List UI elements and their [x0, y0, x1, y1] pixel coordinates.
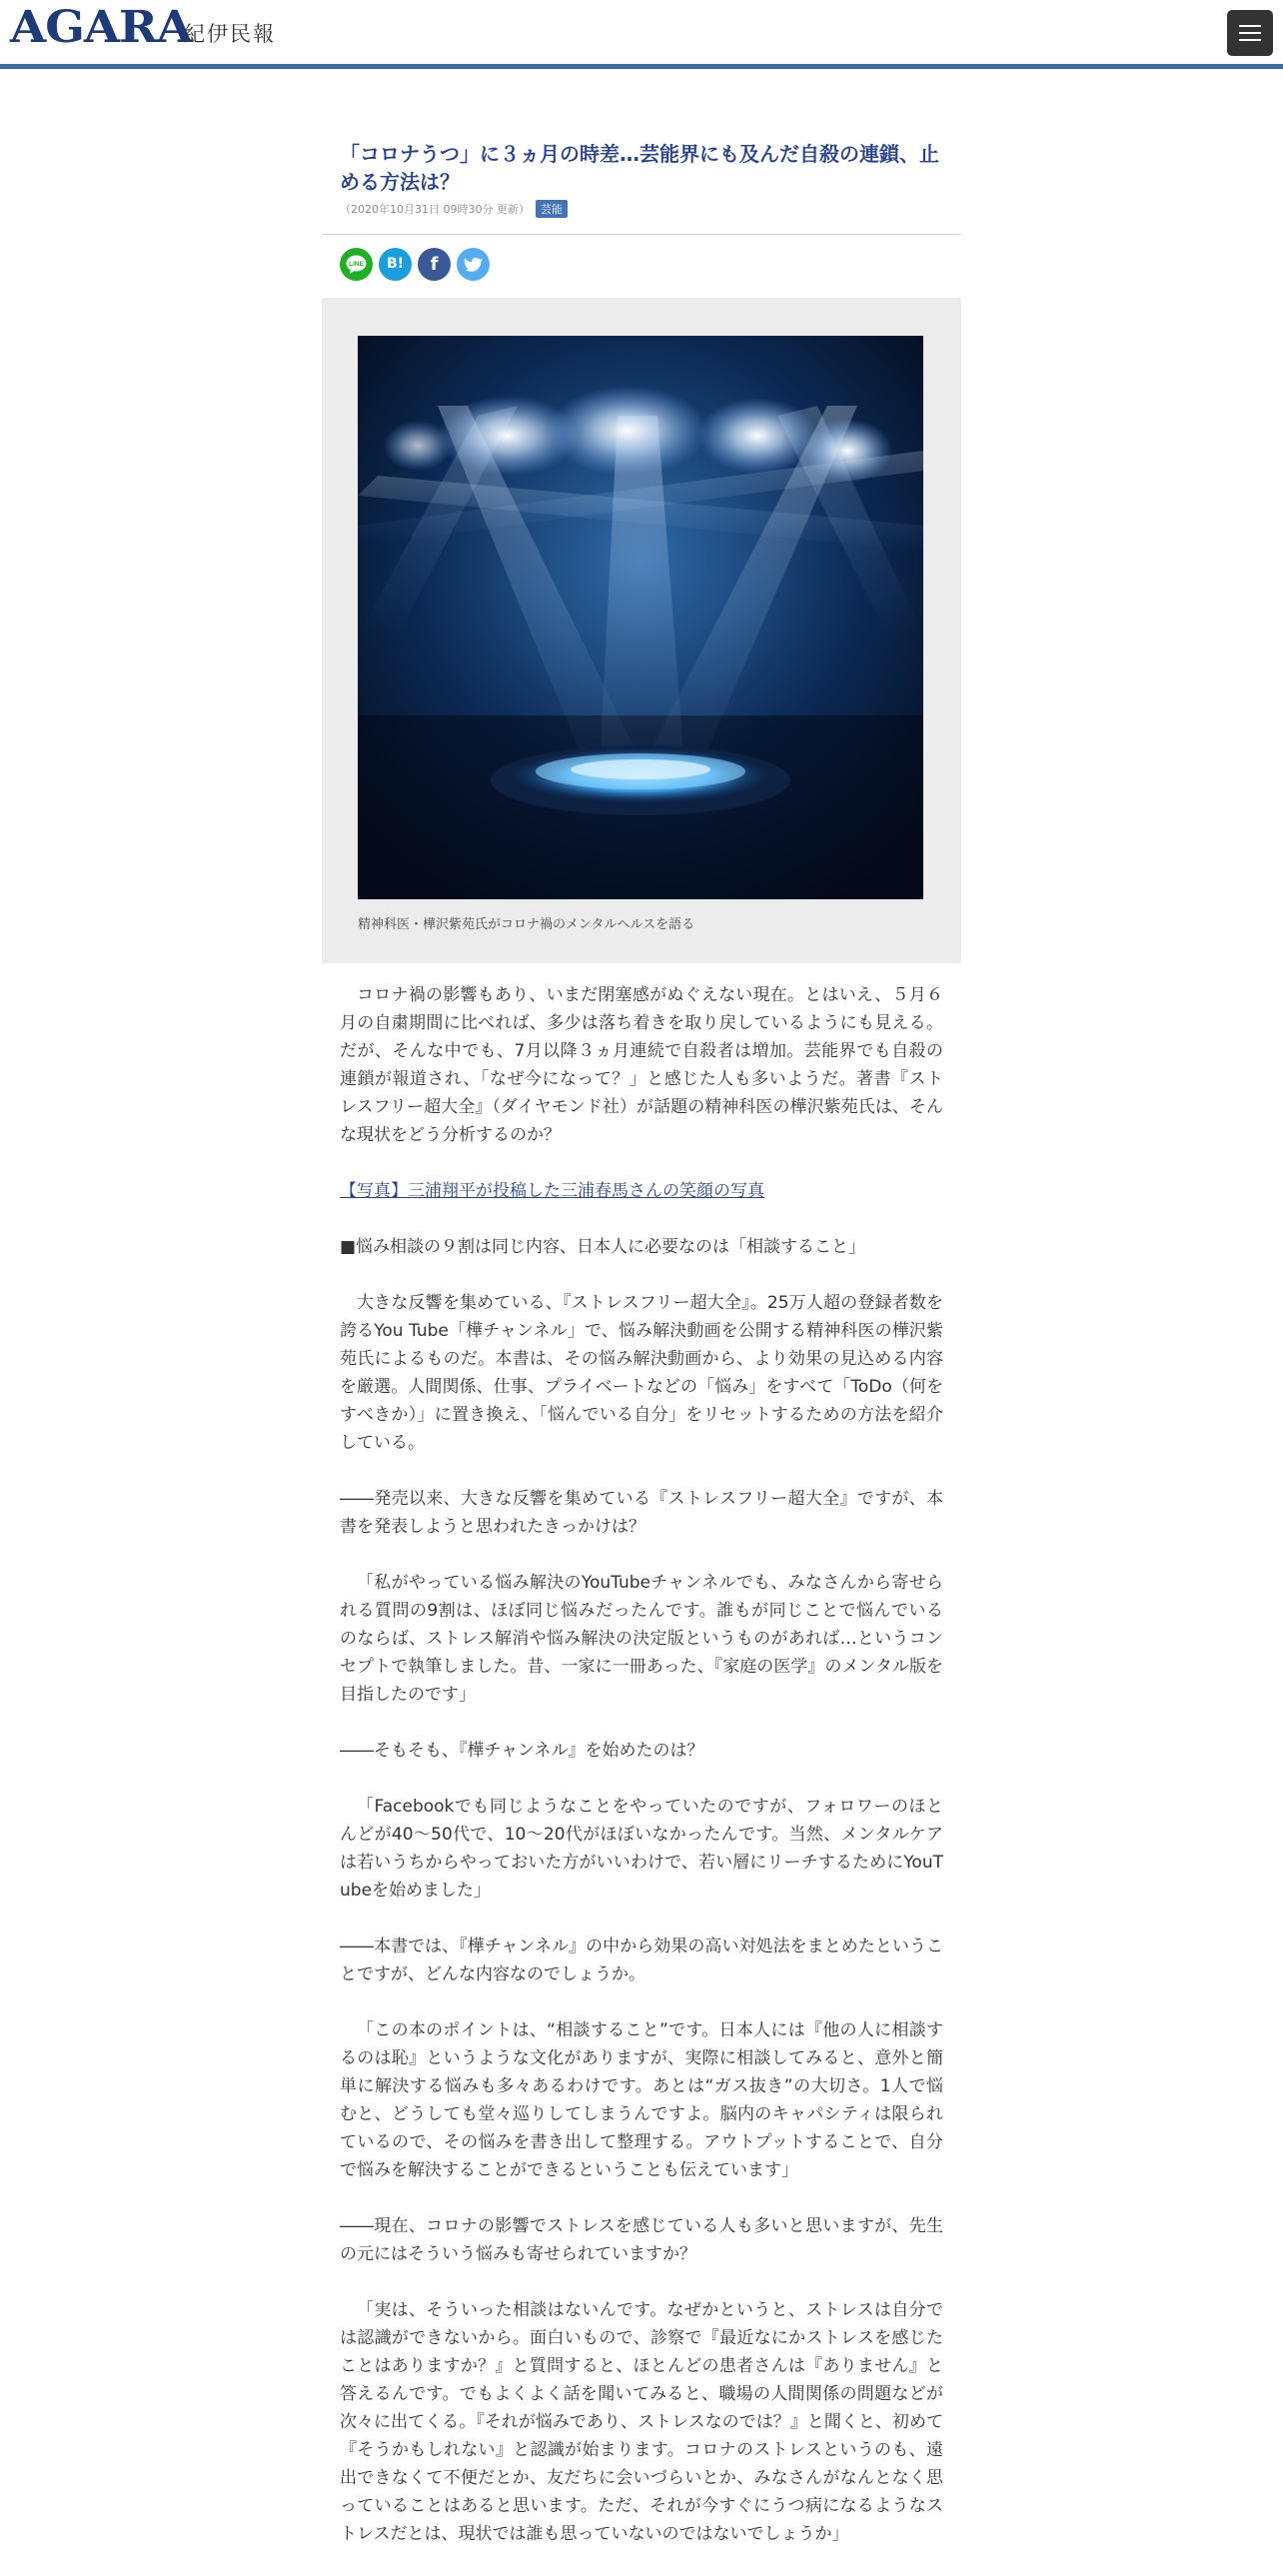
- interview-answer: 「この本のポイントは、“相談すること”です。日本人には『他の人に相談するのは恥』というような文化がありますが、実際に相談してみると、意外と簡単に解決する悩みも多々あるわけです。あとは“ガス抜き”の大切さ。1人で悩むと、どうしても堂々巡りしてしまうんですよ。脳内のキャパシティは限られているので、その悩みを書き出して整理する。アウトプットすることで、自分で悩みを解決することができるということも伝えています」: [340, 2020, 943, 2180]
- line-share-button[interactable]: [340, 248, 373, 281]
- interview-question: ――そもそも、『樺チャンネル』を始めたのは？: [340, 1741, 704, 1761]
- line-icon: [340, 248, 373, 281]
- hamburger-menu-icon: [1239, 25, 1261, 27]
- article-date: （2020年10月31日 09時30分 更新）: [340, 203, 530, 216]
- twitter-share-button[interactable]: [457, 248, 490, 281]
- divider: [322, 234, 961, 235]
- article-body: [340, 981, 943, 2576]
- hamburger-menu-icon-bar: [1239, 32, 1261, 34]
- interview-question: ――発売以来、大きな反響を集めている『ストレスフリー超大全』ですが、本書を発表しようと思われたきっかけは？: [340, 1489, 943, 1537]
- section-heading: ■悩み相談の９割は同じ内容、日本人に必要なのは「相談すること」: [340, 1237, 866, 1257]
- hamburger-menu-button[interactable]: [1227, 10, 1273, 56]
- spotlight-stage-photo[interactable]: [358, 336, 923, 899]
- article-meta: [322, 200, 961, 222]
- share-buttons: [340, 248, 496, 284]
- kii-minpo-logo-text[interactable]: 紀伊民報: [184, 22, 276, 46]
- category-tag[interactable]: 芸能: [536, 200, 568, 218]
- agara-logo[interactable]: AGARA: [10, 2, 192, 53]
- interview-answer: 「私がやっている悩み解決のYouTubeチャンネルでも、みなさんから寄せられる質問の9割は、ほぼ同じ悩みだったんです。誰もが同じことで悩んでいるのならば、ストレス解消や悩み解決の決定版というものがあれば…というコンセプトで執筆しました。昔、一家に一冊あった、『家庭の医学』のメンタル版を目指したのです」: [340, 1573, 943, 1705]
- photo-caption: 精神科医・樺沢紫苑氏がコロナ禍のメンタルヘルスを語る: [358, 917, 695, 932]
- interview-answer: 「実は、そういった相談はないんです。なぜかというと、ストレスは自分では認識ができないから。面白いもので、診察で『最近なにかストレスを感じたことはありますか？』と質問すると、ほとんどの患者さんは『ありません』と答えるんです。でもよくよく話を聞いてみると、職場の人間関係の問題などが次々に出てくる。『それが悩みであり、ストレスなのでは？』と聞くと、初めて『そうかもしれない』と認識が始まります。コロナのストレスというのも、遠出できなくて不便だとか、友だちに会いづらいとか、みなさんがなんとなく思っていることはあると思います。ただ、それが今すぐにうつ病になるようなストレスだとは、現状では誰も思っていないのではないでしょうか」: [340, 2300, 943, 2544]
- photo-link[interactable]: 【写真】三浦翔平が投稿した三浦春馬さんの笑顔の写真: [340, 1181, 764, 1201]
- site-header: [0, 0, 1283, 69]
- article: [322, 140, 961, 2544]
- twitter-bird-icon: [457, 248, 490, 281]
- interview-question: ――現在、コロナの影響でストレスを感じている人も多いと思いますが、先生の元にはそういう悩みも寄せられていますか？: [340, 2216, 943, 2264]
- interview-question: ――本書では、『樺チャンネル』の中から効果の高い対処法をまとめたということですが、どんな内容なのでしょうか。: [340, 1936, 943, 1984]
- article-paragraph: コロナ禍の影響もあり、いまだ閉塞感がぬぐえない現在。とはいえ、５月６月の自粛期間に比べれば、多少は落ち着きを取り戻しているようにも見える。だが、そんな中でも、7月以降３ヵ月連続で自殺者は増加。芸能界でも自殺の連鎖が報道され、「なぜ今になって？」と感じた人も多いようだ。著書『ストレスフリー超大全』（ダイヤモンド社）が話題の精神科医の樺沢紫苑氏は、そんな現状をどう分析するのか？: [340, 985, 943, 1145]
- svg-text:LINE: LINE: [349, 261, 364, 268]
- article-headline: 「コロナうつ」に３ヵ月の時差…芸能界にも及んだ自殺の連鎖、止める方法は？: [340, 142, 939, 194]
- hatena-bookmark-button[interactable]: B!: [379, 248, 412, 281]
- hamburger-menu-icon-bar: [1239, 39, 1261, 41]
- photo-figure: [322, 298, 961, 963]
- stage-spotlight-image: [358, 336, 923, 899]
- article-paragraph: 大きな反響を集めている、『ストレスフリー超大全』。25万人超の登録者数を誇るYou Tube「樺チャンネル」で、悩み解決動画を公開する精神科医の樺沢紫苑氏によるものだ。本書は、その悩み解決動画から、より効果の見込める内容を厳選。人間関係、仕事、プライベートなどの「悩み」をすべて「ToDo（何をすべきか）」に置き換え、「悩んでいる自分」をリセットするための方法を紹介している。: [340, 1293, 943, 1453]
- interview-answer: 「Facebookでも同じようなことをやっていたのですが、フォロワーのほとんどが40～50代で、10～20代がほぼいなかったんです。当然、メンタルケアは若いうちからやっておいた方がいいわけで、若い層にリーチするためにYouTubeを始めました」: [340, 1797, 943, 1901]
- facebook-share-button[interactable]: f: [418, 248, 451, 281]
